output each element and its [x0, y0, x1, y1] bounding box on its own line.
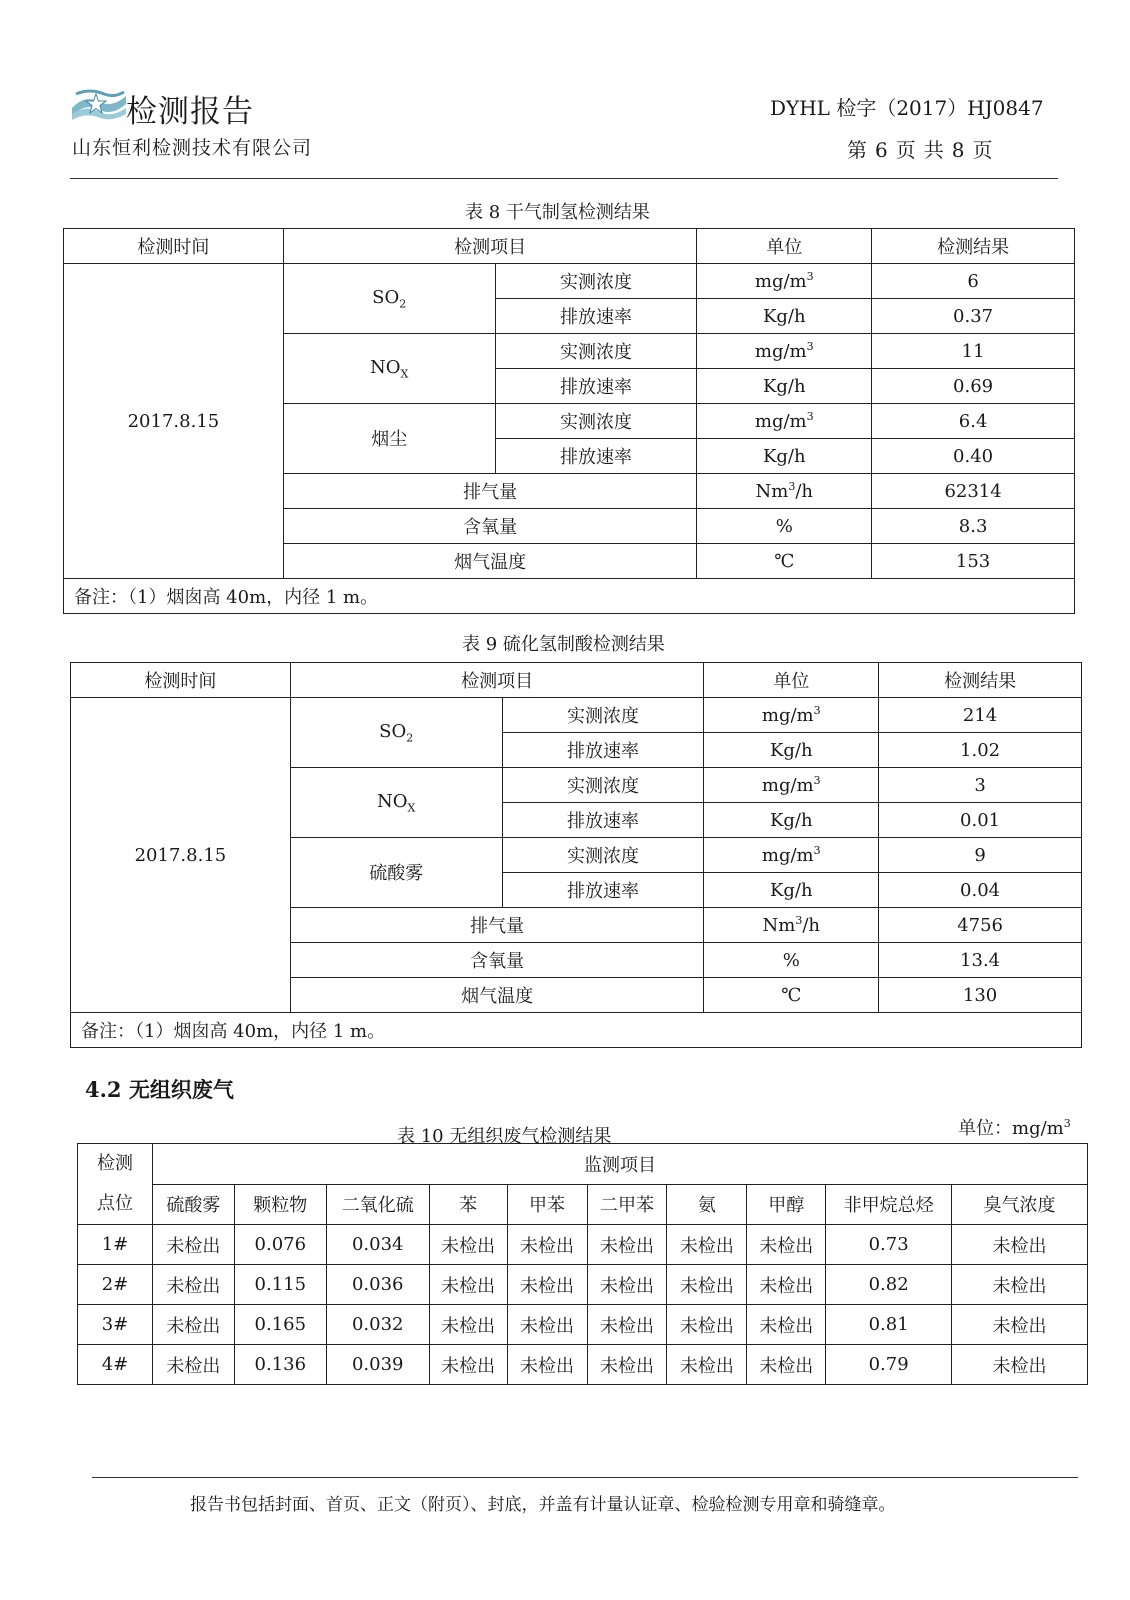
value-cell: 0.40 — [872, 439, 1075, 474]
value-cell: 未检出 — [507, 1305, 587, 1345]
date-cell: 2017.8.15 — [64, 264, 284, 579]
value-cell: 0.034 — [326, 1225, 429, 1265]
unit-cell: $mg/m^3$ — [697, 264, 872, 299]
unit-cell: Nm$^3$/h — [697, 474, 872, 509]
column-header: 硫酸雾 — [152, 1184, 234, 1225]
param-cell: 实测浓度 — [495, 404, 697, 439]
value-cell: 未检出 — [507, 1225, 587, 1265]
page-info — [843, 134, 996, 163]
value-cell: 未检出 — [952, 1345, 1088, 1385]
page-mid2: 共 — [923, 138, 944, 162]
column-header: 氨 — [667, 1184, 747, 1225]
value-cell: 未检出 — [587, 1225, 667, 1265]
value-cell: 未检出 — [747, 1225, 826, 1265]
value-cell: 0.115 — [234, 1265, 326, 1305]
table-row — [64, 264, 1075, 299]
value-cell: 未检出 — [152, 1305, 234, 1345]
value-cell: 未检出 — [747, 1345, 826, 1385]
header-unit: 单位 — [697, 229, 872, 264]
table8 — [63, 228, 1075, 614]
param-cell: 实测浓度 — [502, 838, 704, 873]
param-cell: 实测浓度 — [502, 768, 704, 803]
value-cell: 1.02 — [879, 733, 1082, 768]
table8-note: 备注：（1）烟囱高 40m，内径 1 m。 — [64, 579, 1075, 614]
page-suffix: 页 — [972, 138, 993, 162]
value-cell: 0.69 — [872, 369, 1075, 404]
value-cell: 0.036 — [326, 1265, 429, 1305]
table9 — [70, 662, 1082, 1048]
table-header-row — [71, 663, 1082, 698]
table-row — [78, 1225, 1088, 1265]
value-cell: 0.04 — [879, 873, 1082, 908]
table-header-row — [78, 1144, 1088, 1185]
page-mid1: 页 — [895, 138, 916, 162]
report-title: 检测报告 — [126, 94, 254, 130]
group-cell: 烟尘 — [283, 404, 495, 474]
value-cell: 153 — [872, 544, 1075, 579]
page-current: 6 — [875, 138, 888, 162]
value-cell: 未检出 — [429, 1305, 507, 1345]
column-header: 二氧化硫 — [326, 1184, 429, 1225]
table10 — [77, 1143, 1088, 1385]
value-cell: 0.79 — [826, 1345, 952, 1385]
table10-caption: 表 10 无组织废气检测结果 — [397, 1126, 612, 1147]
unit-cell: ℃ — [697, 544, 872, 579]
unit-cell: $mg/m^3$ — [704, 768, 879, 803]
table-row — [78, 1305, 1088, 1345]
value-cell: 0.165 — [234, 1305, 326, 1345]
unit-cell: % — [697, 509, 872, 544]
group-cell: $SO_2$ — [283, 264, 495, 334]
value-cell: 0.076 — [234, 1225, 326, 1265]
column-header: 甲苯 — [507, 1184, 587, 1225]
unit-cell: $mg/m^3$ — [704, 838, 879, 873]
point-cell: 3# — [78, 1305, 153, 1345]
group-cell: $SO_2$ — [290, 698, 502, 768]
value-cell: 3 — [879, 768, 1082, 803]
value-cell: 未检出 — [152, 1265, 234, 1305]
value-cell: 214 — [879, 698, 1082, 733]
report-number: DYHL 检字（2017）HJ0847 — [770, 96, 1044, 120]
point-cell: 2# — [78, 1265, 153, 1305]
value-cell: 11 — [872, 334, 1075, 369]
header-result: 检测结果 — [879, 663, 1082, 698]
section-heading: 4.2 无组织废气 — [85, 1077, 234, 1102]
company-name: 山东恒利检测技术有限公司 — [72, 137, 313, 159]
unit-cell: Kg/h — [697, 299, 872, 334]
unit-cell: Kg/h — [704, 803, 879, 838]
value-cell: 未检出 — [667, 1225, 747, 1265]
value-cell: 4756 — [879, 908, 1082, 943]
unit-cell: Kg/h — [697, 369, 872, 404]
table-header-row — [64, 229, 1075, 264]
header-time: 检测时间 — [64, 229, 284, 264]
value-cell: 未检出 — [152, 1345, 234, 1385]
value-cell: 0.039 — [326, 1345, 429, 1385]
param-cell: 实测浓度 — [495, 334, 697, 369]
table-note-row — [71, 1013, 1082, 1048]
value-cell: 未检出 — [667, 1265, 747, 1305]
value-cell: 6 — [872, 264, 1075, 299]
value-cell: 未检出 — [667, 1305, 747, 1345]
unit-cell: ℃ — [704, 978, 879, 1013]
point-cell: 1# — [78, 1225, 153, 1265]
value-cell: 未检出 — [587, 1265, 667, 1305]
unit-cell: Kg/h — [704, 873, 879, 908]
column-header: 非甲烷总烃 — [826, 1184, 952, 1225]
value-cell: 未检出 — [952, 1265, 1088, 1305]
param-cell: 排气量 — [283, 474, 697, 509]
unit-cell: Nm$^3$/h — [704, 908, 879, 943]
param-cell: 排放速率 — [502, 733, 704, 768]
value-cell: 未检出 — [587, 1345, 667, 1385]
value-cell: 130 — [879, 978, 1082, 1013]
value-cell: 0.82 — [826, 1265, 952, 1305]
page-prefix: 第 — [847, 138, 867, 162]
footer-divider — [92, 1477, 1078, 1478]
value-cell: 未检出 — [747, 1265, 826, 1305]
group-header: 监测项目 — [152, 1144, 1087, 1185]
unit-cell: Kg/h — [697, 439, 872, 474]
point-cell: 4# — [78, 1345, 153, 1385]
value-cell: 未检出 — [507, 1265, 587, 1305]
param-cell: 烟气温度 — [290, 978, 704, 1013]
table-header-row — [78, 1184, 1088, 1225]
table-row — [78, 1345, 1088, 1385]
table9-caption: 表 9 硫化氢制酸检测结果 — [462, 634, 665, 655]
value-cell: 0.032 — [326, 1305, 429, 1345]
header-item: 检测项目 — [290, 663, 704, 698]
value-cell: 未检出 — [747, 1305, 826, 1345]
date-cell: 2017.8.15 — [71, 698, 291, 1013]
param-cell: 排放速率 — [495, 369, 697, 404]
unit-cell: $mg/m^3$ — [697, 334, 872, 369]
value-cell: 未检出 — [429, 1345, 507, 1385]
column-header: 二甲苯 — [587, 1184, 667, 1225]
header-unit: 单位 — [704, 663, 879, 698]
value-cell: 未检出 — [507, 1345, 587, 1385]
value-cell: 未检出 — [429, 1225, 507, 1265]
value-cell: 未检出 — [952, 1225, 1088, 1265]
table-row — [71, 698, 1082, 733]
value-cell: 9 — [879, 838, 1082, 873]
unit-cell: Kg/h — [704, 733, 879, 768]
table-note-row — [64, 579, 1075, 614]
column-header: 苯 — [429, 1184, 507, 1225]
unit-cell: $mg/m^3$ — [697, 404, 872, 439]
table9-note: 备注：（1）烟囱高 40m，内径 1 m。 — [71, 1013, 1082, 1048]
value-cell: 0.01 — [879, 803, 1082, 838]
value-cell: 未检出 — [152, 1225, 234, 1265]
group-cell: 硫酸雾 — [290, 838, 502, 908]
param-cell: 含氧量 — [283, 509, 697, 544]
star-wave-logo-icon — [70, 88, 128, 122]
footer-note: 报告书包括封面、首页、正文（附页）、封底，并盖有计量认证章、检验检测专用章和骑缝章。 — [190, 1495, 896, 1515]
table10-unit: 单位：$mg/m^3$ — [958, 1117, 1071, 1139]
header-divider — [70, 178, 1058, 179]
value-cell: 0.37 — [872, 299, 1075, 334]
value-cell: 8.3 — [872, 509, 1075, 544]
value-cell: 未检出 — [429, 1265, 507, 1305]
unit-cell: % — [704, 943, 879, 978]
column-header: 臭气浓度 — [952, 1184, 1088, 1225]
value-cell: 0.73 — [826, 1225, 952, 1265]
table-row — [78, 1265, 1088, 1305]
param-cell: 排放速率 — [495, 299, 697, 334]
group-cell: $NO_X$ — [283, 334, 495, 404]
param-cell: 排放速率 — [502, 803, 704, 838]
corner-header: 检测 点位 — [78, 1144, 153, 1225]
param-cell: 含氧量 — [290, 943, 704, 978]
value-cell: 未检出 — [667, 1345, 747, 1385]
page-total: 8 — [951, 138, 965, 162]
param-cell: 实测浓度 — [502, 698, 704, 733]
column-header: 颗粒物 — [234, 1184, 326, 1225]
unit-cell: $mg/m^3$ — [704, 698, 879, 733]
table8-caption: 表 8 干气制氢检测结果 — [465, 202, 650, 223]
param-cell: 排放速率 — [502, 873, 704, 908]
header-result: 检测结果 — [872, 229, 1075, 264]
group-cell: $NO_X$ — [290, 768, 502, 838]
value-cell: 未检出 — [587, 1305, 667, 1345]
value-cell: 0.136 — [234, 1345, 326, 1385]
param-cell: 烟气温度 — [283, 544, 697, 579]
param-cell: 排气量 — [290, 908, 704, 943]
value-cell: 未检出 — [952, 1305, 1088, 1345]
param-cell: 实测浓度 — [495, 264, 697, 299]
header-time: 检测时间 — [71, 663, 291, 698]
value-cell: 0.81 — [826, 1305, 952, 1345]
value-cell: 62314 — [872, 474, 1075, 509]
header-item: 检测项目 — [283, 229, 697, 264]
param-cell: 排放速率 — [495, 439, 697, 474]
value-cell: 13.4 — [879, 943, 1082, 978]
column-header: 甲醇 — [747, 1184, 826, 1225]
value-cell: 6.4 — [872, 404, 1075, 439]
